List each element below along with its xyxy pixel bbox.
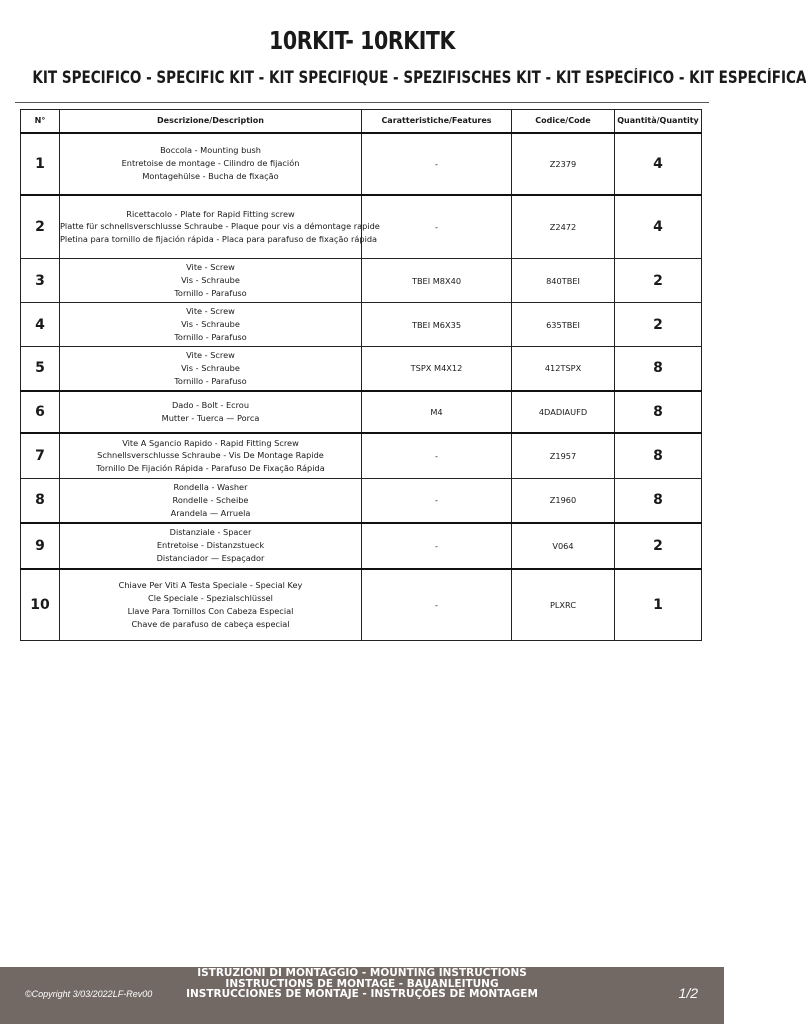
header-divider bbox=[15, 102, 709, 103]
row-code: PLXRC bbox=[512, 569, 615, 641]
footer-line: ISTRUZIONI DI MONTAGGIO - MOUNTING INSTRUCTIONS bbox=[197, 967, 527, 979]
row-description bbox=[60, 433, 362, 479]
table-row bbox=[21, 523, 702, 569]
description-line: Vite - Screw bbox=[186, 350, 235, 361]
row-number: 3 bbox=[21, 259, 60, 303]
row-description bbox=[60, 391, 362, 433]
row-code: Z2472 bbox=[512, 195, 615, 259]
row-features: - bbox=[362, 195, 512, 259]
table-row bbox=[21, 133, 702, 195]
description-line: Vis - Schraube bbox=[181, 275, 240, 286]
row-description bbox=[60, 347, 362, 391]
description-line: Chiave Per Viti A Testa Speciale - Special Key bbox=[118, 580, 303, 591]
row-features: - bbox=[362, 479, 512, 523]
row-quantity: 8 bbox=[615, 347, 702, 391]
row-number: 2 bbox=[21, 195, 60, 259]
description-line: Vite - Screw bbox=[186, 306, 235, 317]
row-description bbox=[60, 133, 362, 195]
row-code: 4DADIAUFD bbox=[512, 391, 615, 433]
row-quantity: 8 bbox=[615, 433, 702, 479]
copyright-text: ©Copyright 3/03/2022LF-Rev00 bbox=[25, 989, 153, 999]
row-number: 5 bbox=[21, 347, 60, 391]
row-description bbox=[60, 259, 362, 303]
description-line: Distanziale - Spacer bbox=[169, 527, 252, 538]
footer-line: INSTRUCCIONES DE MONTAJE - INSTRUÇÕES DE MONTAGEM bbox=[186, 988, 538, 1000]
row-code: Z1957 bbox=[512, 433, 615, 479]
description-line: Tornillo De Fijación Rápida - Parafuso De Fixação Rápida bbox=[96, 463, 325, 474]
header-description: Descrizione/Description bbox=[60, 110, 362, 133]
table-row bbox=[21, 391, 702, 433]
row-quantity: 4 bbox=[615, 133, 702, 195]
description-line: Chave de parafuso de cabeça especial bbox=[131, 618, 290, 629]
description-line: Entretoise de montage - Cilindro de fijación bbox=[121, 158, 300, 169]
row-quantity: 2 bbox=[615, 303, 702, 347]
footer-line: INSTRUCTIONS DE MONTAGE - BAUANLEITUNG bbox=[225, 977, 499, 990]
header-quantity: Quantità/Quantity bbox=[615, 110, 702, 133]
row-features: - bbox=[362, 433, 512, 479]
parts-table bbox=[20, 109, 702, 641]
description-line: Distanciador — Espaçador bbox=[156, 552, 265, 563]
description-line: Pletina para tornillo de fijación rápida - Placa para parafuso de fixação rápida bbox=[60, 234, 378, 245]
description-line: Montagehülse - Bucha de fixação bbox=[142, 170, 279, 181]
description-line: Tornillo - Parafuso bbox=[174, 287, 247, 298]
row-features: M4 bbox=[362, 391, 512, 433]
row-quantity: 1 bbox=[615, 569, 702, 641]
description-line: Vite A Sgancio Rapido - Rapid Fitting Screw bbox=[122, 437, 299, 448]
row-features: TBEI M6X35 bbox=[362, 303, 512, 347]
row-code: 412TSPX bbox=[512, 347, 615, 391]
table-row bbox=[21, 433, 702, 479]
description-line: Vis - Schraube bbox=[181, 319, 240, 330]
page-number: 1/2 bbox=[678, 985, 698, 1001]
description-line: Cle Speciale - Spezialschlüssel bbox=[148, 592, 273, 603]
description-line: Boccola - Mounting bush bbox=[160, 145, 261, 156]
description-line: Platte für schnellsverschlusse Schraube - Plaque pour vis a démontage rapide bbox=[60, 221, 380, 232]
row-number: 8 bbox=[21, 479, 60, 523]
row-description bbox=[60, 195, 380, 259]
document-title: 10RKIT- 10RKITK bbox=[268, 26, 455, 55]
table-row bbox=[21, 259, 702, 303]
description-line: Entretoise - Distanzstueck bbox=[156, 540, 265, 551]
table-row bbox=[21, 347, 702, 391]
row-code: Z1960 bbox=[512, 479, 615, 523]
description-line: Mutter - Tuerca — Porca bbox=[161, 412, 260, 423]
footer-bar bbox=[0, 967, 724, 1024]
description-line: Rondella - Washer bbox=[173, 482, 248, 493]
row-features: - bbox=[362, 569, 512, 641]
document-subtitle: KIT SPECIFICO - SPECIFIC KIT - KIT SPECIFIQUE - SPEZIFISCHES KIT - KIT ESPECÍFICO - KIT ESPECÍFICA bbox=[32, 68, 806, 87]
row-code: V064 bbox=[512, 523, 615, 569]
row-code: 635TBEI bbox=[512, 303, 615, 347]
row-features: TSPX M4X12 bbox=[362, 347, 512, 391]
description-line: Ricettacolo - Plate for Rapid Fitting screw bbox=[126, 208, 295, 219]
description-line: Llave Para Tornillos Con Cabeza Especial bbox=[127, 605, 294, 616]
table-row bbox=[21, 569, 702, 641]
row-code: 840TBEI bbox=[512, 259, 615, 303]
row-number: 6 bbox=[21, 391, 60, 433]
description-line: Schnellsverschlusse Schraube - Vis De Montage Rapide bbox=[97, 450, 324, 461]
description-line: Tornillo - Parafuso bbox=[174, 375, 247, 386]
row-features: TBEI M8X40 bbox=[362, 259, 512, 303]
row-description bbox=[60, 569, 362, 641]
row-quantity: 2 bbox=[615, 259, 702, 303]
row-quantity: 8 bbox=[615, 391, 702, 433]
row-number: 4 bbox=[21, 303, 60, 347]
row-description bbox=[60, 303, 362, 347]
row-features: - bbox=[362, 523, 512, 569]
row-quantity: 8 bbox=[615, 479, 702, 523]
row-number: 7 bbox=[21, 433, 60, 479]
header-code: Codice/Code bbox=[512, 110, 615, 133]
description-line: Arandela — Arruela bbox=[170, 507, 251, 518]
table-header-row bbox=[21, 110, 702, 133]
table-row bbox=[21, 303, 702, 347]
row-description bbox=[60, 479, 362, 523]
table-row bbox=[21, 195, 702, 259]
row-description bbox=[60, 523, 362, 569]
row-number: 1 bbox=[21, 133, 60, 195]
row-features: - bbox=[362, 133, 512, 195]
row-quantity: 4 bbox=[615, 195, 702, 259]
description-line: Tornillo - Parafuso bbox=[174, 331, 247, 342]
row-quantity: 2 bbox=[615, 523, 702, 569]
row-number: 9 bbox=[21, 523, 60, 569]
description-line: Rondelle - Scheibe bbox=[172, 494, 249, 505]
description-line: Vite - Screw bbox=[186, 262, 235, 273]
header-num: N° bbox=[21, 110, 60, 133]
header-features: Caratteristiche/Features bbox=[362, 110, 512, 133]
row-code: Z2379 bbox=[512, 133, 615, 195]
table-row bbox=[21, 479, 702, 523]
description-line: Dado - Bolt - Ecrou bbox=[171, 399, 250, 410]
row-number: 10 bbox=[21, 569, 60, 641]
description-line: Vis - Schraube bbox=[181, 362, 240, 373]
